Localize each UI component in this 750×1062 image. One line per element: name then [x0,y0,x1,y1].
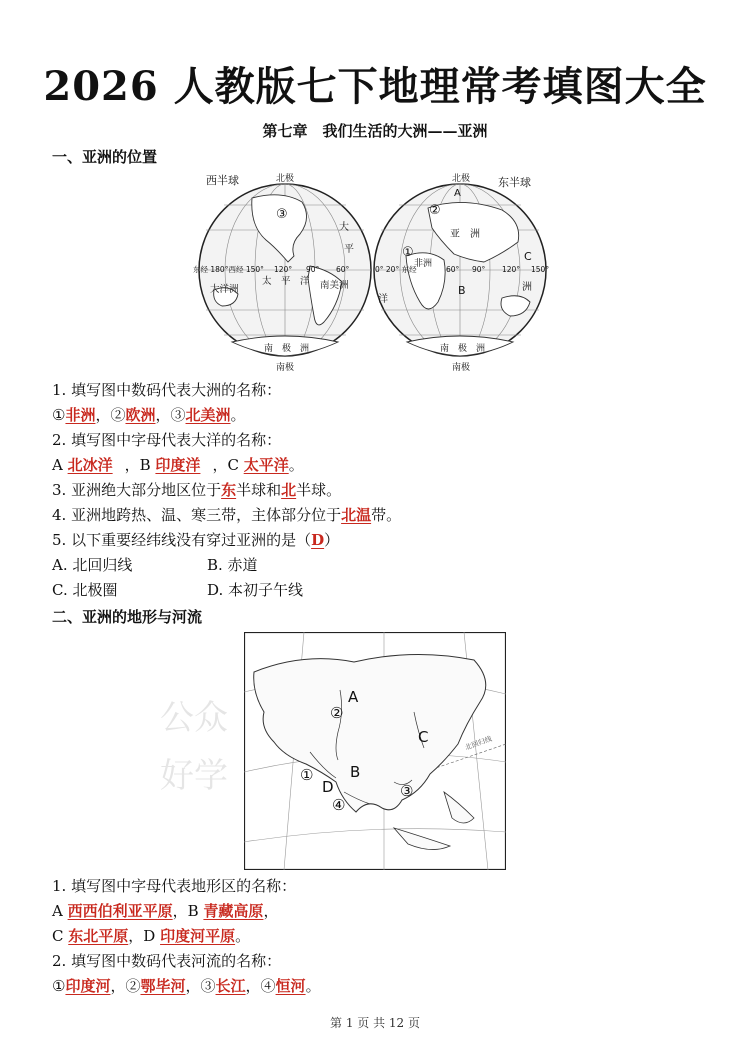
lon-label-e120: 120° [502,265,521,274]
marker-3: ③ [276,207,288,222]
s2-q1-end: 。 [235,927,251,945]
s1-q5-end: ） [324,531,340,549]
s2-q2-a1: 印度河 [65,977,111,995]
s2-q1-prompt: 1. 填写图中字母代表地形区的名称： [52,877,297,895]
label-ping: 平 [344,244,354,255]
s1-q1-p2: ，② [95,406,126,424]
s1-q4-end: 带。 [371,506,402,524]
option-C: C. 北极圈 [52,581,118,599]
east-hemisphere-label: 东半球 [498,176,531,189]
s1-q1-prompt: 1. 填写图中数码代表大洲的名称： [52,381,282,399]
s2-q2-end: 。 [305,977,321,995]
s1-q5-options-row1 [52,555,258,575]
s1-q5 [52,530,339,550]
s1-q3-mid: 半球和 [236,481,282,499]
river-marker-2: ② [330,704,344,722]
chapter-heading: 第七章 我们生活的大洲——亚洲 [262,122,488,140]
s1-q3-a1: 东 [221,481,237,499]
label-antarctica-west: 南 极 洲 [264,344,310,354]
s1-q1-answer [52,405,246,425]
s2-q1-pA: A [52,902,68,920]
s1-q1-p1: ① [52,406,66,424]
south-pole-label-east: 南极 [452,363,471,373]
s2-q1-answer-row1 [52,901,278,921]
s2-q1-pB2: ， [263,902,279,920]
terrain-label-C: C [418,728,429,746]
section-heading-terrain: 二、亚洲的地形与河流 [52,608,203,626]
marker-B: B [458,284,466,297]
s1-q2-pC: ，C [212,456,244,474]
lon-label-w: 东经 180°西经 150° [193,265,264,274]
terrain-label-A: A [348,688,359,706]
west-hemisphere-label: 西半球 [206,174,239,187]
s1-q2-aB: 印度洋 [155,456,201,474]
north-pole-label-east: 北极 [452,174,471,184]
south-pole-label-west: 南极 [276,363,295,373]
s2-q1-answer-row2 [52,926,250,946]
terrain-label-D: D [322,778,334,796]
s1-q2-prompt: 2. 填写图中字母代表大洋的名称： [52,431,282,449]
s1-q5-options-row2 [52,580,303,600]
s2-q2-p4: ，④ [245,977,276,995]
s2-q2-p1: ① [52,977,66,995]
s2-q1-aD: 印度河平原 [160,927,236,945]
option-B: B. 赤道 [207,556,258,574]
s2-q2-prompt: 2. 填写图中数码代表河流的名称： [52,952,282,970]
s1-q1-end: 。 [230,406,246,424]
label-south-america: 南美洲 [320,280,349,291]
watermark-line1: 公众 [160,698,228,738]
s2-q1-pC: C [52,927,69,945]
lon-label-60: 60° [336,265,350,274]
label-zhou: 洲 [522,282,532,293]
option-D: D. 本初子午线 [207,581,304,599]
s2-q2-answer [52,976,321,996]
s2-q2-p2: ，② [110,977,141,995]
tropic-label: 北回归线 [463,734,493,752]
river-marker-4: ④ [332,796,346,814]
section-heading-location: 一、亚洲的位置 [52,148,158,166]
lon-label-e: 0° 20° 东经 [375,265,417,274]
s1-q2-answer [52,455,304,475]
s1-q1-a1: 非洲 [65,406,96,424]
s2-q2-p3: ，③ [185,977,216,995]
s2-q2-a2: 鄂毕河 [140,977,186,995]
s1-q3-a2: 北 [281,481,297,499]
s1-q3-end: 半球。 [296,481,342,499]
s2-q2-a3: 长江 [215,977,246,995]
river-marker-1: ① [300,766,314,784]
page-footer: 第 1 页 共 12 页 [330,1016,420,1030]
label-oceania: 大洋洲 [210,284,239,295]
s2-q1-aC: 东北平原 [68,927,129,945]
marker-C: C [524,250,532,263]
lon-label-e150: 150° [531,265,550,274]
s1-q3-pre: 3. 亚洲绝大部分地区位于 [52,481,222,499]
s1-q2-aA: 北冰洋 [67,456,113,474]
label-africa: 非洲 [414,259,433,269]
s1-q2-pB: ，B [124,456,156,474]
s1-q3 [52,480,341,500]
lon-label-90: 90° [306,265,320,274]
s1-q1-p3: ，③ [155,406,186,424]
s1-q4 [52,505,401,525]
marker-2: ② [429,203,441,218]
option-A: A. 北回归线 [52,556,133,574]
s1-q2-aC: 太平洋 [243,456,289,474]
s1-q2-pA: A [52,456,68,474]
asia-terrain-map [244,632,506,870]
s2-q1-aA: 西西伯利亚平原 [67,902,173,920]
marker-A: A [454,188,461,199]
label-pacific: 太 平 洋 [262,276,310,287]
river-marker-3: ③ [400,782,414,800]
s2-q1-pB: ，B [172,902,204,920]
hemisphere-map [192,170,560,378]
s1-q1-a3: 北美洲 [185,406,231,424]
lon-label-e60: 60° [446,265,460,274]
lon-label-120: 120° [274,265,293,274]
s1-q2-end: 。 [288,456,304,474]
north-pole-label-west: 北极 [276,174,295,184]
marker-1: ① [402,245,414,260]
s2-q2-a4: 恒河 [275,977,306,995]
label-antarctica-east: 南 极 洲 [440,344,486,354]
s2-q1-aB: 青藏高原 [203,902,264,920]
watermark-line2: 好学 [160,756,228,796]
label-yang: 洋 [378,294,388,305]
label-da: 大 [339,222,349,233]
s2-q1-pD: ，D [128,927,161,945]
label-asia: 亚 洲 [450,229,480,240]
page-title: 2026 人教版七下地理常考填图大全 [43,63,707,110]
lon-label-e90: 90° [472,265,486,274]
terrain-label-B: B [350,763,361,781]
s1-q1-a2: 欧洲 [125,406,156,424]
s1-q5-pre: 5. 以下重要经纬线没有穿过亚洲的是（ [52,531,312,549]
s1-q4-pre: 4. 亚洲地跨热、温、寒三带，主体部分位于 [52,506,342,524]
s1-q4-a1: 北温 [341,506,372,524]
s1-q5-a1: D [311,531,325,549]
